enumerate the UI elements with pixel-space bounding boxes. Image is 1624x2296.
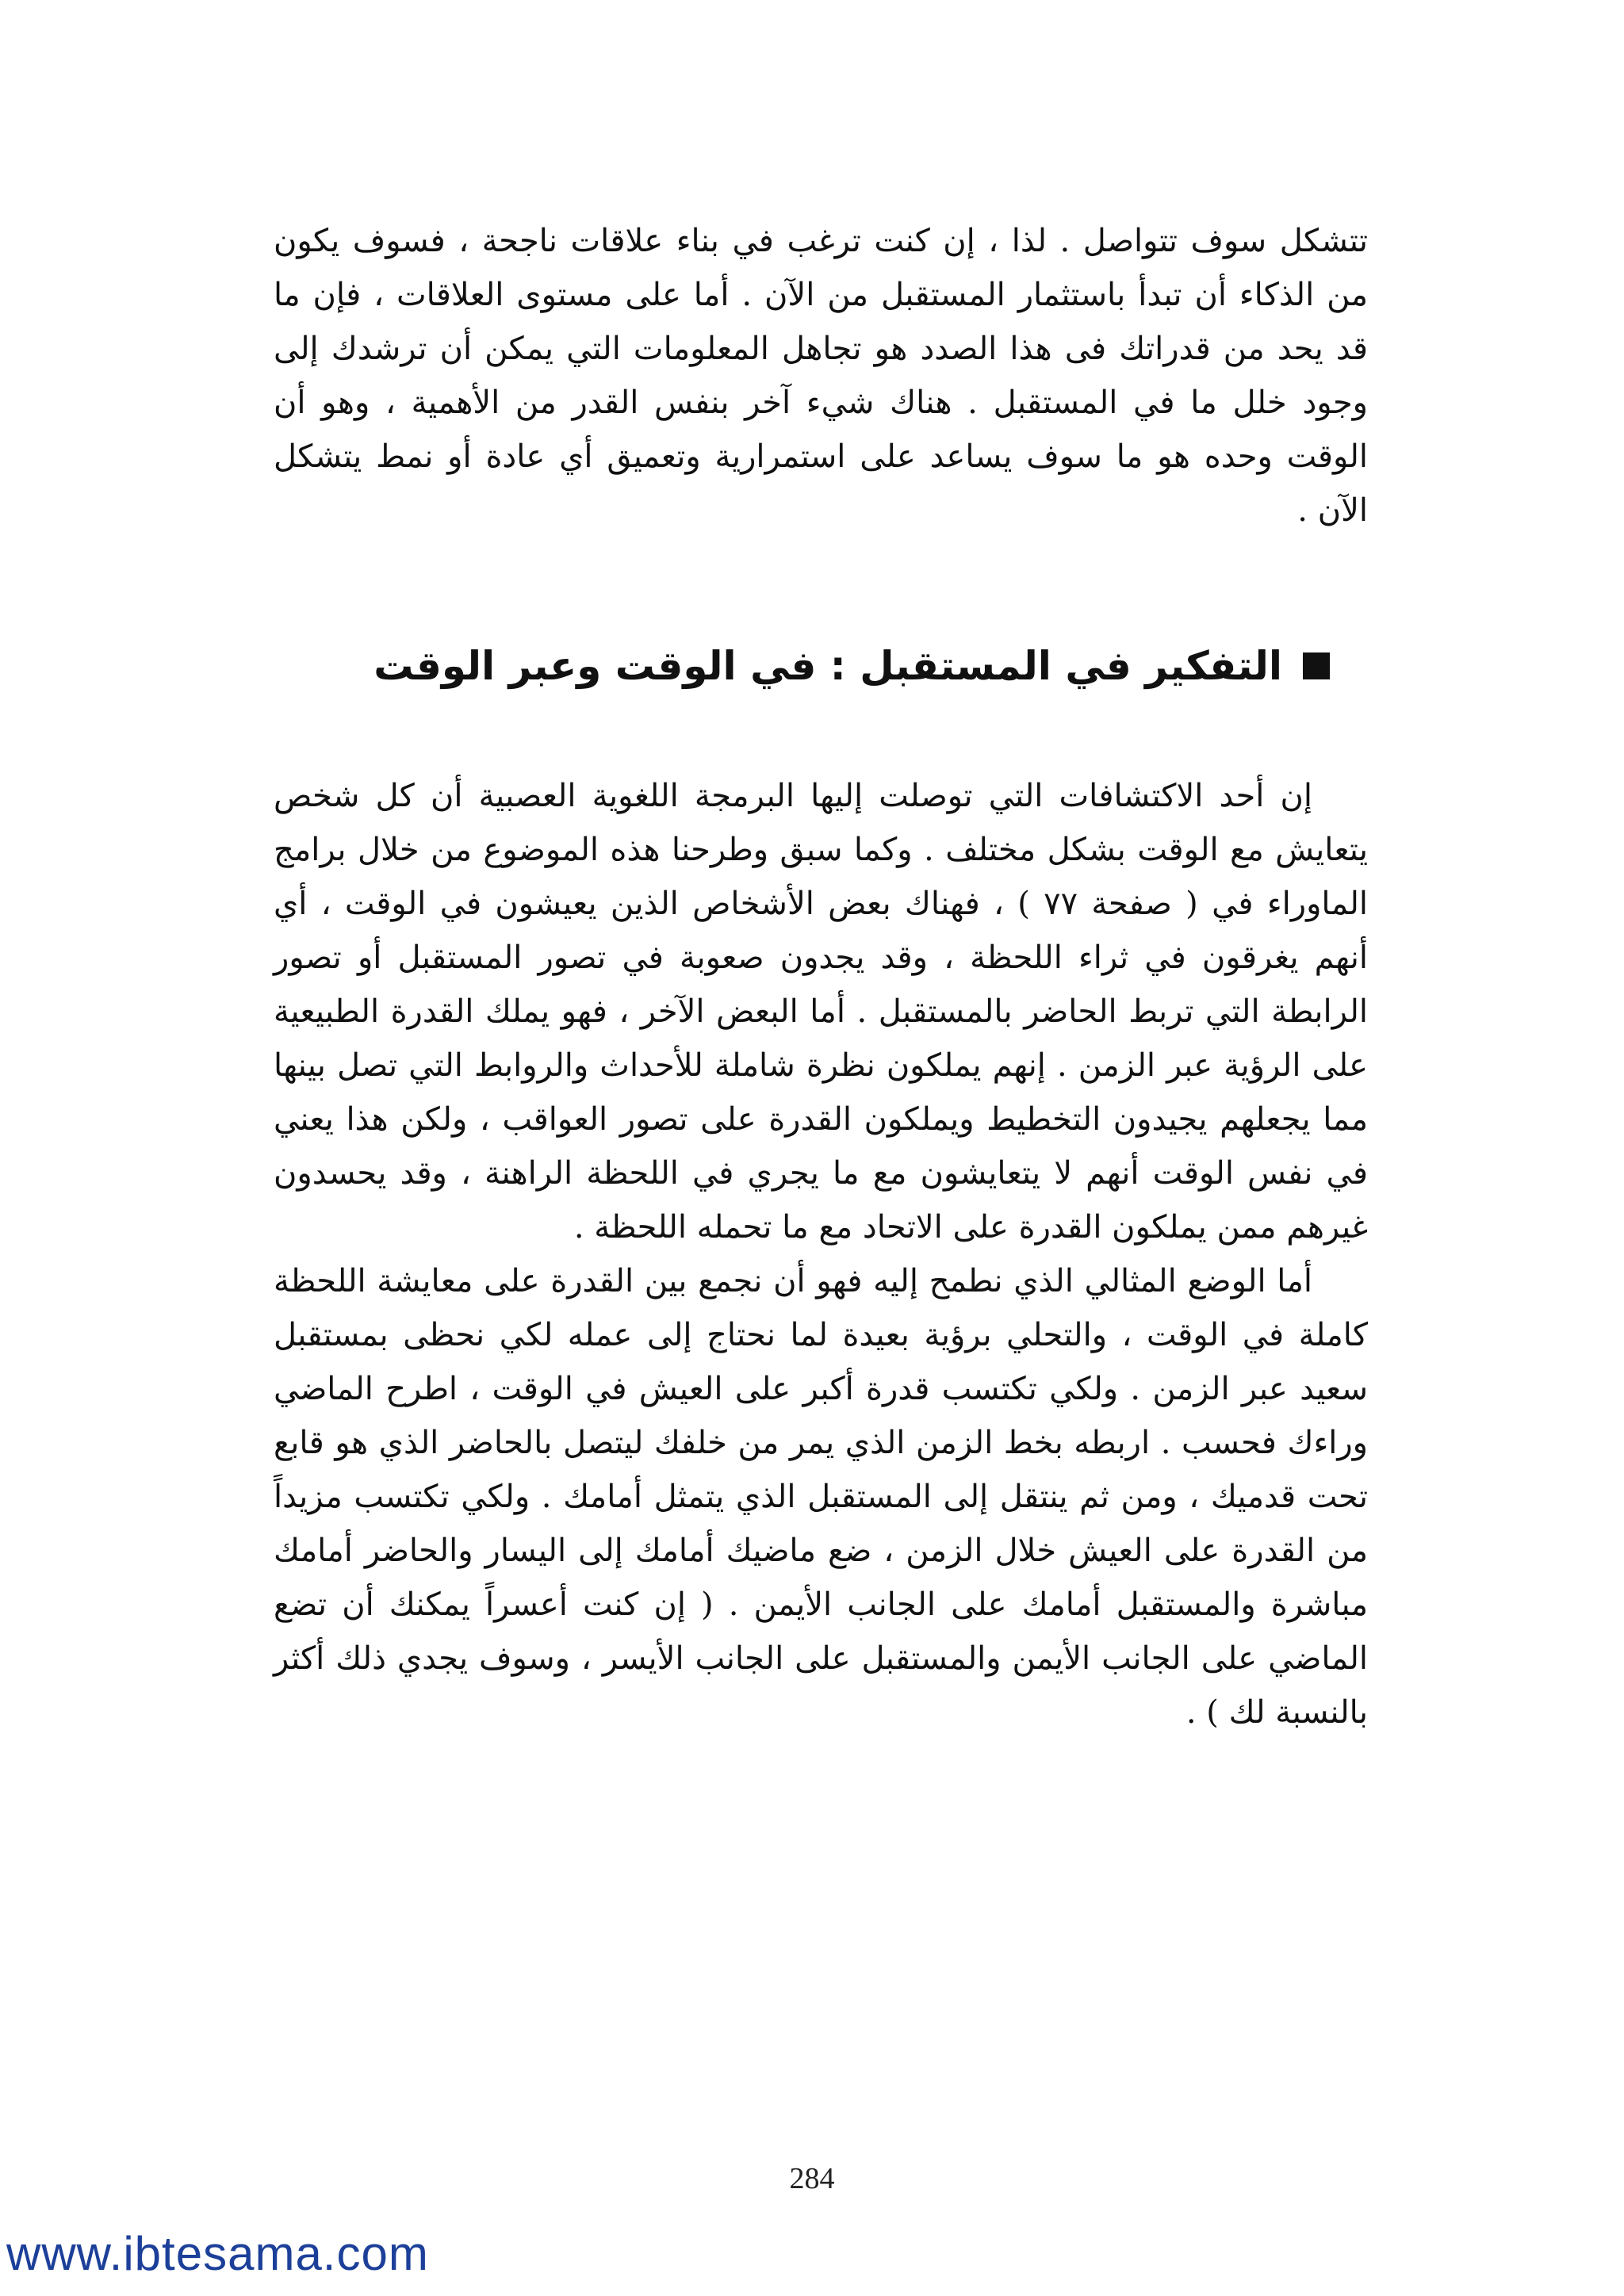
square-bullet-icon bbox=[1303, 652, 1330, 679]
intro-paragraph-block bbox=[274, 214, 1368, 538]
site-watermark: www.ibtesama.com bbox=[6, 2227, 429, 2280]
section-heading-row bbox=[274, 634, 1368, 698]
page-number: 284 bbox=[789, 2162, 835, 2195]
section-body bbox=[274, 769, 1368, 1739]
section-paragraph-1: إن أحد الاكتشافات التي توصلت إليها البرمجة اللغوية العصبية أن كل شخص يتعايش مع الوقت بشكل مختلف . وكما سبق وطرحنا هذه الموضوع من خلال برامج الماوراء في ( صفحة ٧٧ ) ، فهناك بعض الأشخاص الذين يعيشون في الوقت ، أي أنهم يغرقون في ثراء اللحظة ، وقد يجدون صعوبة في تصور المستقبل أو تصور الرابطة التي تربط الحاضر بالمستقبل . أما البعض الآخر ، فهو يملك القدرة الطبيعية على الرؤية عبر الزمن . إنهم يملكون نظرة شاملة للأحداث والروابط التي تصل بينها مما يجعلهم يجيدون التخطيط ويملكون القدرة على تصور العواقب ، ولكن هذا يعني في نفس الوقت أنهم لا يتعايشون مع ما يجري في اللحظة الراهنة ، وقد يحسدون غيرهم ممن يملكون القدرة على الاتحاد مع ما تحمله اللحظة . bbox=[274, 778, 1368, 1246]
section-paragraph-2: أما الوضع المثالي الذي نطمح إليه فهو أن نجمع بين القدرة على معايشة اللحظة كاملة في الوقت ، والتحلي برؤية بعيدة لما نحتاج إلى عمله لكي نحظى بمستقبل سعيد عبر الزمن . ولكي تكتسب قدرة أكبر على العيش في الوقت ، اطرح الماضي وراءك فحسب . اربطه بخط الزمن الذي يمر من خلفك ليتصل بالحاضر الذي هو قابع تحت قدميك ، ومن ثم ينتقل إلى المستقبل الذي يتمثل أمامك . ولكي تكتسب مزيداً من القدرة على العيش خلال الزمن ، ضع ماضيك أمامك إلى اليسار والحاضر أمامك مباشرة والمستقبل أمامك على الجانب الأيمن . ( إن كنت أعسراً يمكنك أن تضع الماضي على الجانب الأيمن والمستقبل على الجانب الأيسر ، وسوف يجدي ذلك أكثر بالنسبة لك ) . bbox=[274, 1263, 1369, 1731]
section-heading: التفكير في المستقبل : في الوقت وعبر الوقت bbox=[373, 643, 1282, 689]
intro-paragraph: تتشكل سوف تتواصل . لذا ، إن كنت ترغب في بناء علاقات ناجحة ، فسوف يكون من الذكاء أن تبدأ باستثمار المستقبل من الآن . أما على مستوى العلاقات ، فإن ما قد يحد من قدراتك فى هذا الصدد هو تجاهل المعلومات التي يمكن أن ترشدك إلى وجود خلل ما في المستقبل . هناك شيء آخر بنفس القدر من الأهمية ، وهو أن الوقت وحده هو ما سوف يساعد على استمرارية وتعميق أي عادة أو نمط يتشكل الآن . bbox=[274, 223, 1369, 529]
